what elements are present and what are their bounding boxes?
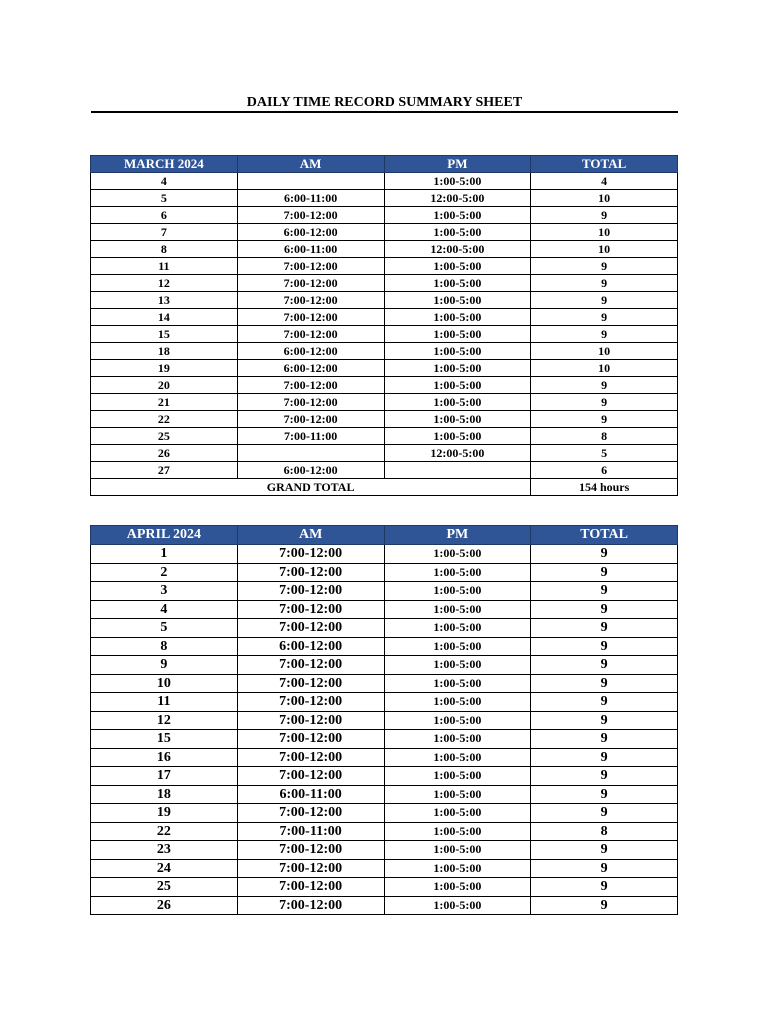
pm-cell: 1:00-5:00 bbox=[384, 428, 531, 445]
table-row bbox=[91, 693, 678, 712]
grand-total-row bbox=[91, 479, 678, 496]
day-cell: 19 bbox=[91, 360, 238, 377]
total-cell: 9 bbox=[531, 748, 678, 767]
table-row bbox=[91, 377, 678, 394]
day-cell: 10 bbox=[91, 674, 238, 693]
day-cell: 1 bbox=[91, 545, 238, 564]
table-row bbox=[91, 600, 678, 619]
day-cell: 3 bbox=[91, 582, 238, 601]
pm-cell: 1:00-5:00 bbox=[384, 748, 531, 767]
pm-cell: 1:00-5:00 bbox=[384, 377, 531, 394]
am-cell: 7:00-12:00 bbox=[237, 619, 384, 638]
day-cell: 11 bbox=[91, 693, 238, 712]
day-cell: 25 bbox=[91, 878, 238, 897]
day-cell: 15 bbox=[91, 326, 238, 343]
am-cell: 6:00-11:00 bbox=[237, 785, 384, 804]
day-cell: 26 bbox=[91, 445, 238, 462]
am-cell: 7:00-12:00 bbox=[237, 292, 384, 309]
am-cell: 7:00-12:00 bbox=[237, 545, 384, 564]
am-cell: 7:00-12:00 bbox=[237, 748, 384, 767]
table-row bbox=[91, 545, 678, 564]
am-cell: 7:00-12:00 bbox=[237, 326, 384, 343]
am-cell: 6:00-12:00 bbox=[237, 462, 384, 479]
april-table-body bbox=[91, 545, 678, 915]
pm-cell bbox=[384, 462, 531, 479]
table-row bbox=[91, 563, 678, 582]
am-cell: 7:00-12:00 bbox=[237, 693, 384, 712]
table-row bbox=[91, 785, 678, 804]
pm-cell: 12:00-5:00 bbox=[384, 190, 531, 207]
header-pm: PM bbox=[384, 526, 531, 545]
pm-cell: 1:00-5:00 bbox=[384, 411, 531, 428]
day-cell: 8 bbox=[91, 241, 238, 258]
table-header-row bbox=[91, 156, 678, 173]
pm-cell: 1:00-5:00 bbox=[384, 859, 531, 878]
total-cell: 9 bbox=[531, 785, 678, 804]
total-cell: 9 bbox=[531, 619, 678, 638]
pm-cell: 1:00-5:00 bbox=[384, 841, 531, 860]
day-cell: 15 bbox=[91, 730, 238, 749]
day-cell: 18 bbox=[91, 785, 238, 804]
am-cell: 7:00-12:00 bbox=[237, 730, 384, 749]
total-cell: 4 bbox=[531, 173, 678, 190]
am-cell: 7:00-12:00 bbox=[237, 258, 384, 275]
am-cell: 7:00-12:00 bbox=[237, 767, 384, 786]
day-cell: 17 bbox=[91, 767, 238, 786]
total-cell: 10 bbox=[531, 343, 678, 360]
pm-cell: 1:00-5:00 bbox=[384, 878, 531, 897]
pm-cell: 1:00-5:00 bbox=[384, 637, 531, 656]
day-cell: 11 bbox=[91, 258, 238, 275]
total-cell: 9 bbox=[531, 637, 678, 656]
total-cell: 6 bbox=[531, 462, 678, 479]
document-title: DAILY TIME RECORD SUMMARY SHEET bbox=[91, 94, 678, 113]
am-cell: 6:00-12:00 bbox=[237, 637, 384, 656]
table-row bbox=[91, 207, 678, 224]
am-cell: 7:00-12:00 bbox=[237, 275, 384, 292]
table-row bbox=[91, 326, 678, 343]
table-row bbox=[91, 173, 678, 190]
table-row bbox=[91, 190, 678, 207]
total-cell: 10 bbox=[531, 190, 678, 207]
table-row bbox=[91, 637, 678, 656]
day-cell: 13 bbox=[91, 292, 238, 309]
day-cell: 16 bbox=[91, 748, 238, 767]
am-cell: 6:00-12:00 bbox=[237, 224, 384, 241]
table-header-row bbox=[91, 526, 678, 545]
header-month: MARCH 2024 bbox=[91, 156, 238, 173]
table-row bbox=[91, 224, 678, 241]
day-cell: 12 bbox=[91, 711, 238, 730]
total-cell: 10 bbox=[531, 241, 678, 258]
march-table-body bbox=[91, 173, 678, 479]
pm-cell: 1:00-5:00 bbox=[384, 582, 531, 601]
table-row bbox=[91, 258, 678, 275]
day-cell: 27 bbox=[91, 462, 238, 479]
day-cell: 2 bbox=[91, 563, 238, 582]
day-cell: 18 bbox=[91, 343, 238, 360]
table-row bbox=[91, 878, 678, 897]
table-row bbox=[91, 841, 678, 860]
table-row bbox=[91, 896, 678, 915]
table-row bbox=[91, 411, 678, 428]
total-cell: 9 bbox=[531, 377, 678, 394]
pm-cell: 1:00-5:00 bbox=[384, 619, 531, 638]
am-cell: 7:00-12:00 bbox=[237, 674, 384, 693]
total-cell: 9 bbox=[531, 411, 678, 428]
total-cell: 9 bbox=[531, 326, 678, 343]
pm-cell: 1:00-5:00 bbox=[384, 173, 531, 190]
total-cell: 9 bbox=[531, 674, 678, 693]
total-cell: 9 bbox=[531, 258, 678, 275]
pm-cell: 1:00-5:00 bbox=[384, 360, 531, 377]
total-cell: 10 bbox=[531, 360, 678, 377]
total-cell: 9 bbox=[531, 859, 678, 878]
day-cell: 26 bbox=[91, 896, 238, 915]
total-cell: 9 bbox=[531, 804, 678, 823]
am-cell: 7:00-12:00 bbox=[237, 859, 384, 878]
pm-cell: 1:00-5:00 bbox=[384, 258, 531, 275]
pm-cell: 1:00-5:00 bbox=[384, 224, 531, 241]
total-cell: 9 bbox=[531, 711, 678, 730]
day-cell: 6 bbox=[91, 207, 238, 224]
pm-cell: 1:00-5:00 bbox=[384, 804, 531, 823]
total-cell: 9 bbox=[531, 394, 678, 411]
am-cell: 7:00-11:00 bbox=[237, 822, 384, 841]
header-month: APRIL 2024 bbox=[91, 526, 238, 545]
table-row bbox=[91, 656, 678, 675]
total-cell: 9 bbox=[531, 656, 678, 675]
day-cell: 19 bbox=[91, 804, 238, 823]
total-cell: 9 bbox=[531, 600, 678, 619]
day-cell: 9 bbox=[91, 656, 238, 675]
pm-cell: 1:00-5:00 bbox=[384, 275, 531, 292]
am-cell: 7:00-12:00 bbox=[237, 896, 384, 915]
header-total: TOTAL bbox=[531, 156, 678, 173]
pm-cell: 1:00-5:00 bbox=[384, 309, 531, 326]
total-cell: 9 bbox=[531, 309, 678, 326]
pm-cell: 1:00-5:00 bbox=[384, 207, 531, 224]
total-cell: 9 bbox=[531, 767, 678, 786]
march-2024-table bbox=[90, 155, 678, 496]
am-cell: 6:00-12:00 bbox=[237, 360, 384, 377]
am-cell: 7:00-12:00 bbox=[237, 394, 384, 411]
table-row bbox=[91, 822, 678, 841]
day-cell: 21 bbox=[91, 394, 238, 411]
day-cell: 12 bbox=[91, 275, 238, 292]
pm-cell: 1:00-5:00 bbox=[384, 730, 531, 749]
table-row bbox=[91, 343, 678, 360]
pm-cell: 1:00-5:00 bbox=[384, 600, 531, 619]
table-row bbox=[91, 360, 678, 377]
am-cell: 7:00-12:00 bbox=[237, 207, 384, 224]
pm-cell: 1:00-5:00 bbox=[384, 822, 531, 841]
am-cell: 6:00-11:00 bbox=[237, 190, 384, 207]
am-cell: 7:00-11:00 bbox=[237, 428, 384, 445]
day-cell: 22 bbox=[91, 822, 238, 841]
pm-cell: 1:00-5:00 bbox=[384, 545, 531, 564]
pm-cell: 1:00-5:00 bbox=[384, 785, 531, 804]
am-cell: 7:00-12:00 bbox=[237, 711, 384, 730]
table-row bbox=[91, 711, 678, 730]
day-cell: 4 bbox=[91, 173, 238, 190]
header-total: TOTAL bbox=[531, 526, 678, 545]
table-row bbox=[91, 730, 678, 749]
am-cell: 7:00-12:00 bbox=[237, 600, 384, 619]
table-row bbox=[91, 674, 678, 693]
april-2024-table bbox=[90, 525, 678, 915]
total-cell: 8 bbox=[531, 822, 678, 841]
am-cell: 7:00-12:00 bbox=[237, 563, 384, 582]
total-cell: 9 bbox=[531, 545, 678, 564]
am-cell bbox=[237, 445, 384, 462]
am-cell: 7:00-12:00 bbox=[237, 377, 384, 394]
day-cell: 25 bbox=[91, 428, 238, 445]
total-cell: 5 bbox=[531, 445, 678, 462]
table-row bbox=[91, 804, 678, 823]
total-cell: 8 bbox=[531, 428, 678, 445]
table-row bbox=[91, 582, 678, 601]
day-cell: 23 bbox=[91, 841, 238, 860]
table-row bbox=[91, 462, 678, 479]
day-cell: 4 bbox=[91, 600, 238, 619]
day-cell: 8 bbox=[91, 637, 238, 656]
total-cell: 10 bbox=[531, 224, 678, 241]
table-row bbox=[91, 428, 678, 445]
pm-cell: 1:00-5:00 bbox=[384, 693, 531, 712]
total-cell: 9 bbox=[531, 841, 678, 860]
total-cell: 9 bbox=[531, 563, 678, 582]
total-cell: 9 bbox=[531, 292, 678, 309]
day-cell: 20 bbox=[91, 377, 238, 394]
total-cell: 9 bbox=[531, 896, 678, 915]
table-row bbox=[91, 241, 678, 258]
am-cell: 6:00-12:00 bbox=[237, 343, 384, 360]
pm-cell: 1:00-5:00 bbox=[384, 326, 531, 343]
total-cell: 9 bbox=[531, 878, 678, 897]
pm-cell: 1:00-5:00 bbox=[384, 767, 531, 786]
table-row bbox=[91, 275, 678, 292]
table-row bbox=[91, 394, 678, 411]
am-cell: 7:00-12:00 bbox=[237, 656, 384, 675]
total-cell: 9 bbox=[531, 582, 678, 601]
pm-cell: 1:00-5:00 bbox=[384, 563, 531, 582]
header-am: AM bbox=[237, 156, 384, 173]
am-cell: 7:00-12:00 bbox=[237, 804, 384, 823]
table-row bbox=[91, 859, 678, 878]
day-cell: 24 bbox=[91, 859, 238, 878]
day-cell: 5 bbox=[91, 619, 238, 638]
pm-cell: 1:00-5:00 bbox=[384, 674, 531, 693]
table-row bbox=[91, 445, 678, 462]
grand-total-value: 154 hours bbox=[531, 479, 678, 496]
am-cell: 7:00-12:00 bbox=[237, 878, 384, 897]
total-cell: 9 bbox=[531, 207, 678, 224]
pm-cell: 1:00-5:00 bbox=[384, 896, 531, 915]
table-row bbox=[91, 748, 678, 767]
pm-cell: 1:00-5:00 bbox=[384, 656, 531, 675]
pm-cell: 1:00-5:00 bbox=[384, 711, 531, 730]
header-am: AM bbox=[237, 526, 384, 545]
day-cell: 5 bbox=[91, 190, 238, 207]
pm-cell: 1:00-5:00 bbox=[384, 394, 531, 411]
table-row bbox=[91, 767, 678, 786]
am-cell: 7:00-12:00 bbox=[237, 841, 384, 860]
am-cell: 7:00-12:00 bbox=[237, 309, 384, 326]
total-cell: 9 bbox=[531, 730, 678, 749]
am-cell: 7:00-12:00 bbox=[237, 411, 384, 428]
table-row bbox=[91, 309, 678, 326]
pm-cell: 1:00-5:00 bbox=[384, 343, 531, 360]
day-cell: 14 bbox=[91, 309, 238, 326]
am-cell: 7:00-12:00 bbox=[237, 582, 384, 601]
total-cell: 9 bbox=[531, 693, 678, 712]
am-cell bbox=[237, 173, 384, 190]
pm-cell: 12:00-5:00 bbox=[384, 445, 531, 462]
am-cell: 6:00-11:00 bbox=[237, 241, 384, 258]
header-pm: PM bbox=[384, 156, 531, 173]
day-cell: 22 bbox=[91, 411, 238, 428]
grand-total-label: GRAND TOTAL bbox=[91, 479, 531, 496]
day-cell: 7 bbox=[91, 224, 238, 241]
pm-cell: 12:00-5:00 bbox=[384, 241, 531, 258]
total-cell: 9 bbox=[531, 275, 678, 292]
table-row bbox=[91, 292, 678, 309]
table-row bbox=[91, 619, 678, 638]
pm-cell: 1:00-5:00 bbox=[384, 292, 531, 309]
